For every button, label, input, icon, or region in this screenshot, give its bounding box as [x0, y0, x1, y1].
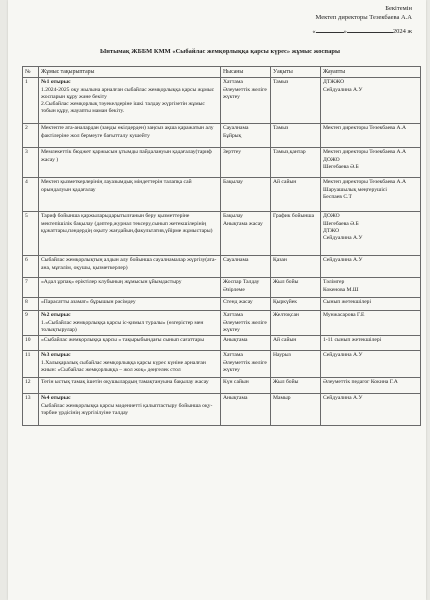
row-form-cell — [221, 351, 271, 378]
row-time-cell — [271, 351, 321, 378]
row-responsible-cell-text: ДТЖЖО Сейдуалина А.У — [323, 79, 363, 93]
row-responsible-cell-text: Әлеуметтік педагог Кокина Г.А — [323, 379, 398, 386]
row-form-cell — [221, 124, 271, 148]
row-num-cell — [23, 278, 39, 298]
date-open-quote: « — [312, 28, 316, 35]
row-responsible-cell-text: Сейдуалина А.У — [323, 395, 363, 402]
row-num-cell-text: 12 — [25, 379, 31, 386]
row-form-cell — [221, 278, 271, 298]
row-work-cell — [39, 336, 221, 351]
row-form-cell-text: Хаттама Әлеуметтік желіге жүктеу — [223, 79, 267, 100]
row-responsible-cell — [321, 378, 421, 394]
table-body — [23, 78, 421, 426]
row-num-cell — [23, 212, 39, 256]
row-responsible-cell — [321, 212, 421, 256]
work-topic-text: 1.Халықаралық сыбайлас жемқорлыққа қарсы күрес күніне арналған жиын: «Сыбайлас жемқорлыққа – жол жоқ» дөңгелек стол — [41, 359, 206, 373]
row-work-cell — [39, 311, 221, 336]
row-work-cell — [39, 178, 221, 212]
document-title: Ынтымақ ЖББМ КММ «Сыбайлас жемқорлыққа қарсы күрес» жұмыс жоспары — [99, 48, 340, 55]
work-topic-text: «Адал ұрпақ» еріктілер клубының жұмысын ұйымдастыру — [41, 279, 182, 286]
work-topic-text: Мемлекеттік бюджет қаржысын ұтымды пайдалануын қадағалау(тариф жасау ) — [41, 149, 212, 163]
header-time: Уақыты — [271, 67, 321, 78]
table-header-row — [23, 67, 421, 78]
table-row — [23, 378, 421, 394]
date-month-blank — [347, 32, 393, 33]
row-time-cell-text: Тамыз — [273, 125, 289, 132]
row-responsible-cell-text: Мектеп директоры Тезекбаева А.А Шаруашылық меңгерушісі Беспаев С.Т — [323, 179, 406, 200]
row-num-cell — [23, 124, 39, 148]
row-time-cell — [271, 178, 321, 212]
row-responsible-cell — [321, 336, 421, 351]
approval-director: Мектеп директоры Тезекбаева А.А — [315, 14, 412, 21]
work-topic-text: Сыбайлас жемқорлыққа қарсы мәдениетті қалыптастыру бойынша оқу-тәрбие үрдісінің жүргізілуіне талдау — [41, 402, 213, 416]
row-num-cell-text: 3 — [25, 149, 28, 156]
row-responsible-cell — [321, 148, 421, 178]
header-num: № — [23, 67, 39, 78]
table-row — [23, 124, 421, 148]
approval-word: Бекітемін — [385, 5, 412, 12]
row-form-cell — [221, 378, 271, 394]
row-work-cell — [39, 351, 221, 378]
row-time-cell — [271, 78, 321, 124]
row-work-cell — [39, 124, 221, 148]
row-form-cell-text: Анықтама — [223, 395, 248, 402]
row-responsible-cell-text: Мектеп директоры Тезекбаева А.А — [323, 125, 406, 132]
row-num-cell — [23, 394, 39, 426]
row-time-cell-text: Желтоқсан — [273, 312, 299, 319]
table-row — [23, 148, 421, 178]
row-form-cell-text: Стенд жасау — [223, 299, 253, 306]
work-topic-text: Сыбайлас жемқорлықтың алдын алу бойынша сауалнамалар жүргізу(ата-ана, мұғалім, оқушы, қызметкерлер) — [41, 257, 217, 271]
row-time-cell — [271, 278, 321, 298]
row-time-cell — [271, 378, 321, 394]
row-time-cell — [271, 298, 321, 311]
meeting-heading: №1 отырыс — [41, 79, 71, 86]
work-topic-text: «Сыбайлас жемқорлыққа қарсы » тақырыбындағы сынып сағаттары — [41, 337, 204, 344]
row-time-cell-text: Жыл бойы — [273, 379, 299, 386]
table-row — [23, 212, 421, 256]
row-form-cell-text: Сауалнама — [223, 257, 249, 264]
row-work-cell — [39, 78, 221, 124]
row-num-cell — [23, 78, 39, 124]
row-time-cell — [271, 212, 321, 256]
row-work-cell — [39, 298, 221, 311]
row-num-cell-text: 8 — [25, 299, 28, 306]
row-time-cell-text: Қазан — [273, 257, 287, 264]
table-row — [23, 78, 421, 124]
row-responsible-cell-text: Сынып жетекшілері — [323, 299, 372, 306]
row-form-cell-text: Сауалнама Бұйрық — [223, 125, 249, 139]
header-form: Нысаны — [221, 67, 271, 78]
row-form-cell — [221, 311, 271, 336]
work-topic-text: 1.«Сыбайлас жемқорлыққа қарсы іс-қимыл туралы» (өзгерістер мен толықтырулар) — [41, 319, 204, 333]
row-work-cell — [39, 278, 221, 298]
row-num-cell-text: 5 — [25, 213, 28, 220]
row-form-cell — [221, 212, 271, 256]
row-responsible-cell — [321, 311, 421, 336]
row-num-cell-text: 4 — [25, 179, 28, 186]
row-responsible-cell — [321, 298, 421, 311]
row-time-cell-text: Мамыр — [273, 395, 291, 402]
work-topic-text: Мектепте ата-аналардан (заңды өкілдерден) заңсыз ақша қаражатын алу фактілеріне жол бермеуге бағытталу кушейту — [41, 125, 214, 139]
row-num-cell-text: 7 — [25, 279, 28, 286]
row-form-cell-text: Күн сайын — [223, 379, 249, 386]
table-row — [23, 336, 421, 351]
row-responsible-cell-text: Сейдуалина А.У — [323, 257, 363, 264]
row-form-cell — [221, 336, 271, 351]
work-topic-text: Тегін ыстық тамақ ішетін оқушылардың тамақтануына бақылау жасау — [41, 379, 209, 386]
row-time-cell-text: Қыркүйек — [273, 299, 297, 306]
row-work-cell — [39, 378, 221, 394]
work-topic-text: Мектеп қызметкерлерінің лауазымдық міндеттерін талапқа сай орындалуын қадағалау — [41, 179, 192, 193]
row-form-cell — [221, 298, 271, 311]
row-num-cell-text: 1 — [25, 79, 28, 86]
work-plan-table — [22, 66, 421, 426]
row-time-cell — [271, 336, 321, 351]
row-time-cell-text: Тамыз — [273, 79, 289, 86]
meeting-heading: №2 отырыс — [41, 312, 71, 319]
row-time-cell-text: Ай сайын — [273, 179, 297, 186]
row-responsible-cell — [321, 78, 421, 124]
row-responsible-cell — [321, 256, 421, 278]
table-row — [23, 351, 421, 378]
row-num-cell-text: 6 — [25, 257, 28, 264]
date-close-quote: » — [343, 28, 347, 35]
row-num-cell-text: 10 — [25, 337, 31, 344]
approval-block — [192, 4, 412, 36]
row-responsible-cell — [321, 178, 421, 212]
row-num-cell — [23, 178, 39, 212]
work-topic-text: 1.2024-2025 оқу жылына арналған сыбайлас жемқорлыққа қарсы жұмыс жоспарын құру және бекіту 2.Сыбайлас жемқорлық тәуекелдеріне ішкі талдау жүргізетін жұмыс тобын құру, жауапты маман бекіту. — [41, 86, 215, 115]
row-num-cell — [23, 298, 39, 311]
table-row — [23, 394, 421, 426]
row-num-cell — [23, 148, 39, 178]
row-time-cell — [271, 256, 321, 278]
row-work-cell — [39, 212, 221, 256]
work-topic-text: «Парасатты азамат» бұрышын рәсімдеу — [41, 299, 136, 306]
row-responsible-cell-text: Мунжасарова Г.Е — [323, 312, 365, 319]
row-form-cell — [221, 148, 271, 178]
row-form-cell-text: Бақылау — [223, 179, 243, 186]
row-form-cell-text: Анықтама — [223, 337, 248, 344]
header-responsible: Жауапты — [321, 67, 421, 78]
row-time-cell-text: Ай сайын — [273, 337, 297, 344]
row-form-cell-text: Зерттеу — [223, 149, 242, 156]
table-row — [23, 298, 421, 311]
row-time-cell-text: Жыл бойы — [273, 279, 299, 286]
row-responsible-cell — [321, 278, 421, 298]
table-row — [23, 178, 421, 212]
row-time-cell — [271, 311, 321, 336]
row-form-cell — [221, 394, 271, 426]
row-responsible-cell-text: Мектеп директоры Тезекбаева А.А ДОЖО Шегебаева Ә.Б — [323, 149, 406, 170]
row-form-cell-text: Бақылау Анықтама жасау — [223, 213, 263, 227]
document-page — [8, 0, 426, 600]
row-num-cell-text: 2 — [25, 125, 28, 132]
row-num-cell — [23, 311, 39, 336]
row-responsible-cell-text: ДОЖО Шегебаева Ә.Б ДТЖО Сейдуалина А.У — [323, 213, 363, 242]
row-responsible-cell — [321, 351, 421, 378]
row-work-cell — [39, 256, 221, 278]
row-num-cell-text: 11 — [25, 352, 31, 359]
row-time-cell — [271, 394, 321, 426]
row-time-cell — [271, 124, 321, 148]
table-row — [23, 256, 421, 278]
header-work: Жұмыс тақырыптары — [39, 67, 221, 78]
row-work-cell — [39, 148, 221, 178]
row-form-cell — [221, 256, 271, 278]
row-time-cell — [271, 148, 321, 178]
meeting-heading: №3 отырыс — [41, 352, 71, 359]
row-responsible-cell — [321, 124, 421, 148]
row-time-cell-text: Тамыз,қантар — [273, 149, 306, 156]
row-work-cell — [39, 394, 221, 426]
row-num-cell — [23, 256, 39, 278]
row-num-cell — [23, 351, 39, 378]
row-num-cell-text: 9 — [25, 312, 28, 319]
row-form-cell-text: Жоспар Талдау Әзірлеме — [223, 279, 260, 293]
row-num-cell — [23, 378, 39, 394]
date-day-blank — [316, 32, 344, 33]
work-topic-text: Тариф бойынша қаржыларыдарытылғанын беру қызметтеріне мектепішілік бақылау (дәптер,журнал тексеру,сынып жетекшілерінің құжаттары,пәндердің оқыту жағдайын,факультатив,үйірме жұмыстары) — [41, 213, 213, 234]
meeting-heading: №4 отырыс — [41, 395, 71, 402]
row-responsible-cell-text: 1-11 сынып жетекшілері — [323, 337, 382, 344]
table-row — [23, 311, 421, 336]
row-form-cell — [221, 178, 271, 212]
row-num-cell-text: 13 — [25, 395, 31, 402]
row-num-cell — [23, 336, 39, 351]
row-responsible-cell-text: Сейдуалина А.У — [323, 352, 363, 359]
approval-date — [192, 27, 412, 36]
row-time-cell-text: График бойынша — [273, 213, 315, 220]
row-form-cell-text: Хаттама Әлеуметтік желіге жүктеу — [223, 312, 267, 333]
row-responsible-cell — [321, 394, 421, 426]
table-row — [23, 278, 421, 298]
row-form-cell-text: Хаттама Әлеуметтік желіге жүктеу — [223, 352, 267, 373]
row-form-cell — [221, 78, 271, 124]
row-time-cell-text: Наурыз — [273, 352, 291, 359]
row-responsible-cell-text: Тәлімгер Кокенова М.Ш — [323, 279, 359, 293]
date-year: 2024 ж — [392, 28, 412, 35]
